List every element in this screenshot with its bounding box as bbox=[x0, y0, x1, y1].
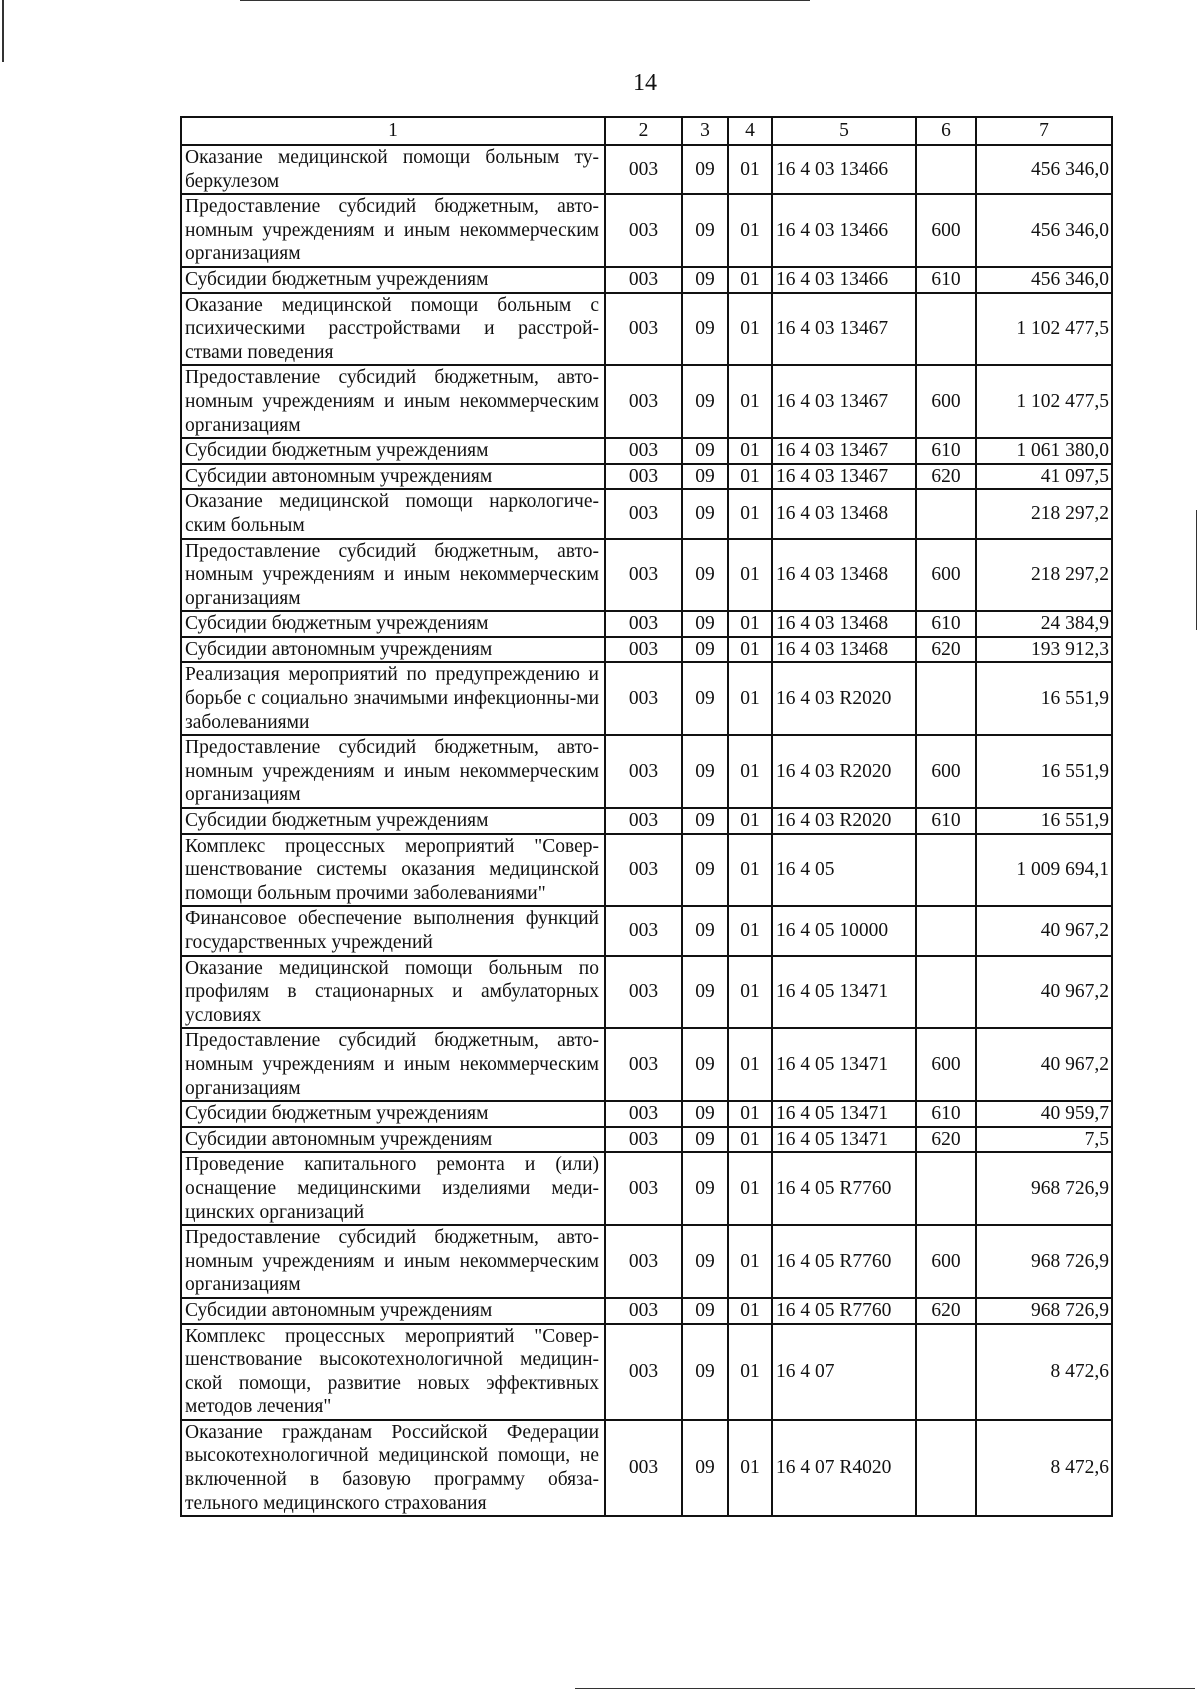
section-code-cell: 09 bbox=[682, 1298, 728, 1324]
section-code-cell: 09 bbox=[682, 1324, 728, 1420]
section-code-cell: 09 bbox=[682, 808, 728, 834]
section-code-cell: 09 bbox=[682, 1127, 728, 1153]
ministry-code-cell: 003 bbox=[605, 1101, 682, 1127]
ministry-code-cell: 003 bbox=[605, 808, 682, 834]
target-article-cell: 16 4 07 bbox=[772, 1324, 916, 1420]
table-row bbox=[181, 1298, 1112, 1324]
row-name-cell: Предоставление субсидий бюджетным, авто-номным учреждениям и иным некоммерческим организациям bbox=[181, 1225, 605, 1298]
table-row bbox=[181, 1324, 1112, 1420]
subsection-code-cell: 01 bbox=[728, 539, 772, 612]
table-row bbox=[181, 1028, 1112, 1101]
table-row bbox=[181, 438, 1112, 464]
page-number: 14 bbox=[633, 70, 657, 96]
expense-type-cell: 610 bbox=[916, 267, 976, 293]
section-code-cell: 09 bbox=[682, 145, 728, 194]
row-name-cell: Оказание медицинской помощи больным по профилям в стационарных и амбулаторных условиях bbox=[181, 956, 605, 1029]
row-name-cell: Оказание медицинской помощи больным с психическими расстройствами и расстрой-ствами поведения bbox=[181, 293, 605, 366]
ministry-code-cell: 003 bbox=[605, 1152, 682, 1225]
subsection-code-cell: 01 bbox=[728, 464, 772, 490]
row-name-cell: Оказание медицинской помощи наркологиче-ским больным bbox=[181, 489, 605, 538]
expense-type-cell: 610 bbox=[916, 611, 976, 637]
section-code-cell: 09 bbox=[682, 1101, 728, 1127]
table-row bbox=[181, 1225, 1112, 1298]
ministry-code-cell: 003 bbox=[605, 735, 682, 808]
ministry-code-cell: 003 bbox=[605, 438, 682, 464]
subsection-code-cell: 01 bbox=[728, 365, 772, 438]
amount-cell: 968 726,9 bbox=[976, 1225, 1112, 1298]
expense-type-cell: 620 bbox=[916, 464, 976, 490]
table-row bbox=[181, 834, 1112, 907]
subsection-code-cell: 01 bbox=[728, 1028, 772, 1101]
scan-edge-mark bbox=[575, 1688, 1195, 1689]
ministry-code-cell: 003 bbox=[605, 293, 682, 366]
target-article-cell: 16 4 03 13467 bbox=[772, 293, 916, 366]
column-number: 3 bbox=[682, 117, 728, 145]
section-code-cell: 09 bbox=[682, 267, 728, 293]
ministry-code-cell: 003 bbox=[605, 611, 682, 637]
amount-cell: 8 472,6 bbox=[976, 1420, 1112, 1516]
expense-type-cell bbox=[916, 145, 976, 194]
row-name-cell: Реализация мероприятий по предупреждению и борьбе с социально значимыми инфекционны-ми заболеваниями bbox=[181, 662, 605, 735]
ministry-code-cell: 003 bbox=[605, 365, 682, 438]
expense-type-cell: 610 bbox=[916, 808, 976, 834]
table-row bbox=[181, 662, 1112, 735]
row-name-cell: Предоставление субсидий бюджетным, авто-номным учреждениям и иным некоммерческим организациям bbox=[181, 539, 605, 612]
expense-type-cell bbox=[916, 293, 976, 366]
target-article-cell: 16 4 03 13466 bbox=[772, 145, 916, 194]
target-article-cell: 16 4 05 bbox=[772, 834, 916, 907]
expense-type-cell: 620 bbox=[916, 1127, 976, 1153]
row-name-cell: Субсидии бюджетным учреждениям bbox=[181, 438, 605, 464]
column-number: 4 bbox=[728, 117, 772, 145]
subsection-code-cell: 01 bbox=[728, 906, 772, 955]
expense-type-cell: 600 bbox=[916, 365, 976, 438]
table-row bbox=[181, 365, 1112, 438]
section-code-cell: 09 bbox=[682, 293, 728, 366]
table-body bbox=[181, 145, 1112, 1516]
scan-edge-mark bbox=[2, 0, 4, 62]
subsection-code-cell: 01 bbox=[728, 145, 772, 194]
amount-cell: 456 346,0 bbox=[976, 194, 1112, 267]
ministry-code-cell: 003 bbox=[605, 834, 682, 907]
section-code-cell: 09 bbox=[682, 956, 728, 1029]
subsection-code-cell: 01 bbox=[728, 1324, 772, 1420]
amount-cell: 40 967,2 bbox=[976, 1028, 1112, 1101]
target-article-cell: 16 4 05 13471 bbox=[772, 956, 916, 1029]
row-name-cell: Субсидии бюджетным учреждениям bbox=[181, 1101, 605, 1127]
amount-cell: 1 061 380,0 bbox=[976, 438, 1112, 464]
row-name-cell: Предоставление субсидий бюджетным, авто-номным учреждениям и иным некоммерческим организациям bbox=[181, 365, 605, 438]
table-row bbox=[181, 906, 1112, 955]
expense-type-cell: 600 bbox=[916, 194, 976, 267]
amount-cell: 24 384,9 bbox=[976, 611, 1112, 637]
target-article-cell: 16 4 03 13467 bbox=[772, 438, 916, 464]
expense-type-cell bbox=[916, 662, 976, 735]
table-row bbox=[181, 956, 1112, 1029]
scan-edge-mark bbox=[1196, 510, 1197, 630]
table-row bbox=[181, 293, 1112, 366]
row-name-cell: Субсидии автономным учреждениям bbox=[181, 464, 605, 490]
ministry-code-cell: 003 bbox=[605, 906, 682, 955]
row-name-cell: Субсидии бюджетным учреждениям bbox=[181, 808, 605, 834]
subsection-code-cell: 01 bbox=[728, 662, 772, 735]
section-code-cell: 09 bbox=[682, 1152, 728, 1225]
subsection-code-cell: 01 bbox=[728, 735, 772, 808]
expense-type-cell: 620 bbox=[916, 1298, 976, 1324]
target-article-cell: 16 4 05 R7760 bbox=[772, 1225, 916, 1298]
subsection-code-cell: 01 bbox=[728, 1420, 772, 1516]
target-article-cell: 16 4 03 R2020 bbox=[772, 662, 916, 735]
expense-type-cell bbox=[916, 1324, 976, 1420]
amount-cell: 456 346,0 bbox=[976, 145, 1112, 194]
table-row bbox=[181, 1420, 1112, 1516]
amount-cell: 193 912,3 bbox=[976, 637, 1112, 663]
section-code-cell: 09 bbox=[682, 611, 728, 637]
subsection-code-cell: 01 bbox=[728, 1101, 772, 1127]
target-article-cell: 16 4 03 13466 bbox=[772, 267, 916, 293]
expense-type-cell: 620 bbox=[916, 637, 976, 663]
table-row bbox=[181, 489, 1112, 538]
budget-table bbox=[180, 116, 1113, 1517]
amount-cell: 8 472,6 bbox=[976, 1324, 1112, 1420]
expense-type-cell bbox=[916, 1152, 976, 1225]
expense-type-cell: 600 bbox=[916, 539, 976, 612]
section-code-cell: 09 bbox=[682, 637, 728, 663]
target-article-cell: 16 4 05 13471 bbox=[772, 1101, 916, 1127]
row-name-cell: Проведение капитального ремонта и (или) оснащение медицинскими изделиями меди-цинских организаций bbox=[181, 1152, 605, 1225]
ministry-code-cell: 003 bbox=[605, 489, 682, 538]
section-code-cell: 09 bbox=[682, 1420, 728, 1516]
target-article-cell: 16 4 07 R4020 bbox=[772, 1420, 916, 1516]
table-row bbox=[181, 1127, 1112, 1153]
row-name-cell: Субсидии автономным учреждениям bbox=[181, 637, 605, 663]
table-row bbox=[181, 1101, 1112, 1127]
expense-type-cell: 610 bbox=[916, 1101, 976, 1127]
target-article-cell: 16 4 05 R7760 bbox=[772, 1298, 916, 1324]
amount-cell: 40 967,2 bbox=[976, 906, 1112, 955]
section-code-cell: 09 bbox=[682, 194, 728, 267]
ministry-code-cell: 003 bbox=[605, 464, 682, 490]
table-row bbox=[181, 808, 1112, 834]
ministry-code-cell: 003 bbox=[605, 956, 682, 1029]
expense-type-cell bbox=[916, 489, 976, 538]
column-number: 7 bbox=[976, 117, 1112, 145]
subsection-code-cell: 01 bbox=[728, 1127, 772, 1153]
ministry-code-cell: 003 bbox=[605, 1298, 682, 1324]
column-number-row bbox=[181, 117, 1112, 145]
target-article-cell: 16 4 05 10000 bbox=[772, 906, 916, 955]
row-name-cell: Оказание гражданам Российской Федерации высокотехнологичной медицинской помощи, не включенной в базовую программу обяза-тельного медицинского страхования bbox=[181, 1420, 605, 1516]
section-code-cell: 09 bbox=[682, 539, 728, 612]
section-code-cell: 09 bbox=[682, 464, 728, 490]
subsection-code-cell: 01 bbox=[728, 194, 772, 267]
amount-cell: 16 551,9 bbox=[976, 735, 1112, 808]
row-name-cell: Субсидии автономным учреждениям bbox=[181, 1127, 605, 1153]
section-code-cell: 09 bbox=[682, 735, 728, 808]
row-name-cell: Оказание медицинской помощи больным ту-беркулезом bbox=[181, 145, 605, 194]
row-name-cell: Субсидии бюджетным учреждениям bbox=[181, 267, 605, 293]
table-row bbox=[181, 145, 1112, 194]
amount-cell: 218 297,2 bbox=[976, 539, 1112, 612]
ministry-code-cell: 003 bbox=[605, 145, 682, 194]
column-number: 5 bbox=[772, 117, 916, 145]
subsection-code-cell: 01 bbox=[728, 489, 772, 538]
section-code-cell: 09 bbox=[682, 1028, 728, 1101]
expense-type-cell bbox=[916, 1420, 976, 1516]
ministry-code-cell: 003 bbox=[605, 662, 682, 735]
expense-type-cell: 600 bbox=[916, 1028, 976, 1101]
section-code-cell: 09 bbox=[682, 662, 728, 735]
amount-cell: 968 726,9 bbox=[976, 1152, 1112, 1225]
ministry-code-cell: 003 bbox=[605, 637, 682, 663]
subsection-code-cell: 01 bbox=[728, 293, 772, 366]
row-name-cell: Комплекс процессных мероприятий "Совер-шенствование системы оказания медицинской помощи больным прочими заболеваниями" bbox=[181, 834, 605, 907]
target-article-cell: 16 4 05 R7760 bbox=[772, 1152, 916, 1225]
amount-cell: 968 726,9 bbox=[976, 1298, 1112, 1324]
column-number: 1 bbox=[181, 117, 605, 145]
subsection-code-cell: 01 bbox=[728, 1152, 772, 1225]
target-article-cell: 16 4 05 13471 bbox=[772, 1127, 916, 1153]
amount-cell: 218 297,2 bbox=[976, 489, 1112, 538]
target-article-cell: 16 4 03 13468 bbox=[772, 539, 916, 612]
ministry-code-cell: 003 bbox=[605, 1225, 682, 1298]
ministry-code-cell: 003 bbox=[605, 267, 682, 293]
row-name-cell: Субсидии автономным учреждениям bbox=[181, 1298, 605, 1324]
section-code-cell: 09 bbox=[682, 906, 728, 955]
target-article-cell: 16 4 03 13468 bbox=[772, 611, 916, 637]
ministry-code-cell: 003 bbox=[605, 1324, 682, 1420]
row-name-cell: Финансовое обеспечение выполнения функций государственных учреждений bbox=[181, 906, 605, 955]
target-article-cell: 16 4 03 R2020 bbox=[772, 735, 916, 808]
section-code-cell: 09 bbox=[682, 834, 728, 907]
target-article-cell: 16 4 03 13468 bbox=[772, 637, 916, 663]
subsection-code-cell: 01 bbox=[728, 834, 772, 907]
subsection-code-cell: 01 bbox=[728, 808, 772, 834]
scan-edge-mark bbox=[240, 0, 810, 1]
expense-type-cell: 600 bbox=[916, 735, 976, 808]
subsection-code-cell: 01 bbox=[728, 267, 772, 293]
expense-type-cell: 610 bbox=[916, 438, 976, 464]
table-row bbox=[181, 539, 1112, 612]
subsection-code-cell: 01 bbox=[728, 1298, 772, 1324]
section-code-cell: 09 bbox=[682, 489, 728, 538]
target-article-cell: 16 4 03 13467 bbox=[772, 464, 916, 490]
ministry-code-cell: 003 bbox=[605, 194, 682, 267]
ministry-code-cell: 003 bbox=[605, 1420, 682, 1516]
amount-cell: 456 346,0 bbox=[976, 267, 1112, 293]
column-number: 2 bbox=[605, 117, 682, 145]
ministry-code-cell: 003 bbox=[605, 1127, 682, 1153]
amount-cell: 1 102 477,5 bbox=[976, 293, 1112, 366]
table-row bbox=[181, 735, 1112, 808]
column-number: 6 bbox=[916, 117, 976, 145]
expense-type-cell bbox=[916, 834, 976, 907]
section-code-cell: 09 bbox=[682, 1225, 728, 1298]
table-row bbox=[181, 194, 1112, 267]
target-article-cell: 16 4 03 13467 bbox=[772, 365, 916, 438]
expense-type-cell bbox=[916, 906, 976, 955]
subsection-code-cell: 01 bbox=[728, 637, 772, 663]
row-name-cell: Комплекс процессных мероприятий "Совер-шенствование высокотехнологичной медицин-ской помощи, развитие новых эффективных методов лечения" bbox=[181, 1324, 605, 1420]
row-name-cell: Субсидии бюджетным учреждениям bbox=[181, 611, 605, 637]
table-row bbox=[181, 267, 1112, 293]
target-article-cell: 16 4 03 13468 bbox=[772, 489, 916, 538]
table-row bbox=[181, 464, 1112, 490]
subsection-code-cell: 01 bbox=[728, 611, 772, 637]
expense-type-cell: 600 bbox=[916, 1225, 976, 1298]
expense-type-cell bbox=[916, 956, 976, 1029]
row-name-cell: Предоставление субсидий бюджетным, авто-номным учреждениям и иным некоммерческим организациям bbox=[181, 194, 605, 267]
section-code-cell: 09 bbox=[682, 438, 728, 464]
subsection-code-cell: 01 bbox=[728, 956, 772, 1029]
subsection-code-cell: 01 bbox=[728, 438, 772, 464]
amount-cell: 16 551,9 bbox=[976, 808, 1112, 834]
ministry-code-cell: 003 bbox=[605, 539, 682, 612]
table-row bbox=[181, 1152, 1112, 1225]
amount-cell: 40 959,7 bbox=[976, 1101, 1112, 1127]
amount-cell: 41 097,5 bbox=[976, 464, 1112, 490]
target-article-cell: 16 4 03 13466 bbox=[772, 194, 916, 267]
target-article-cell: 16 4 03 R2020 bbox=[772, 808, 916, 834]
table-row bbox=[181, 637, 1112, 663]
table-row bbox=[181, 611, 1112, 637]
target-article-cell: 16 4 05 13471 bbox=[772, 1028, 916, 1101]
amount-cell: 7,5 bbox=[976, 1127, 1112, 1153]
amount-cell: 1 009 694,1 bbox=[976, 834, 1112, 907]
ministry-code-cell: 003 bbox=[605, 1028, 682, 1101]
row-name-cell: Предоставление субсидий бюджетным, авто-номным учреждениям и иным некоммерческим организациям bbox=[181, 1028, 605, 1101]
row-name-cell: Предоставление субсидий бюджетным, авто-номным учреждениям и иным некоммерческим организациям bbox=[181, 735, 605, 808]
section-code-cell: 09 bbox=[682, 365, 728, 438]
amount-cell: 16 551,9 bbox=[976, 662, 1112, 735]
amount-cell: 1 102 477,5 bbox=[976, 365, 1112, 438]
subsection-code-cell: 01 bbox=[728, 1225, 772, 1298]
amount-cell: 40 967,2 bbox=[976, 956, 1112, 1029]
